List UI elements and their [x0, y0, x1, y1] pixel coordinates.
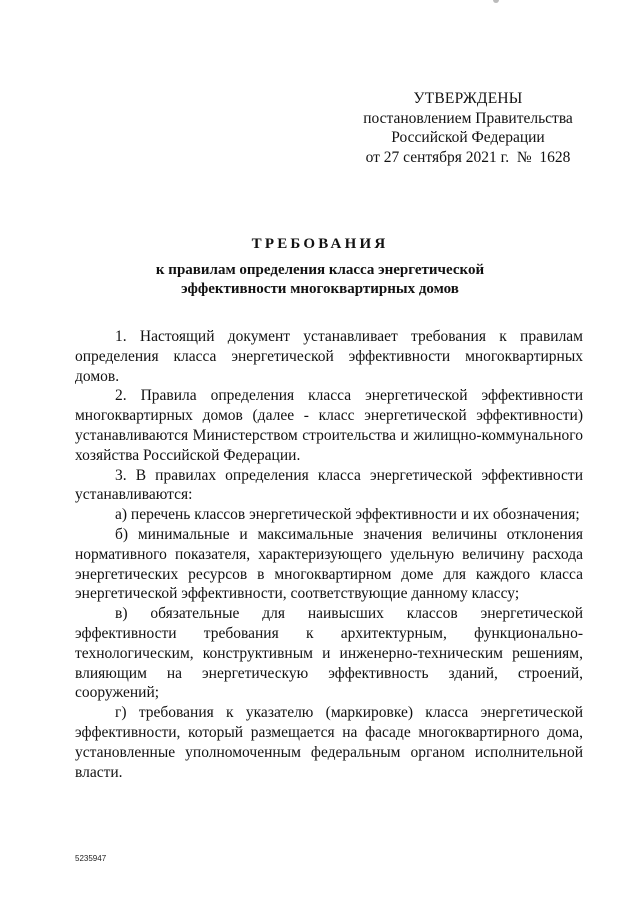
document-code: 5235947	[75, 854, 107, 863]
paragraph-item-a: а) перечень классов энергетической эффективности и их обозначения;	[115, 506, 580, 524]
paragraph-item-b: б) минимальные и максимальные значения величины отклонения нормативного показателя, характеризующего удельную величину расхода энергетических ресурсов в многоквартирном доме для каждого класса энергетической эффективности, соответствующие данному классу;	[75, 525, 583, 603]
paragraph-2: 2. Правила определения класса энергетической эффективности многоквартирных домов (далее - класс энергетической эффективности) устанавливаются Министерством строительства и жилищно-коммунального хозяйства Российской Федерации.	[75, 387, 583, 464]
paragraph-3: 3. В правилах определения класса энергетической эффективности устанавливаются:	[75, 466, 583, 504]
approval-heading: УТВЕРЖДЕНЫ	[413, 90, 523, 107]
document-body	[75, 327, 583, 782]
document-title: ТРЕБОВАНИЯ	[251, 236, 389, 252]
scan-mark	[493, 0, 499, 3]
paragraph-item-v: в) обязательные для наивысших классов энергетической эффективности требования к архитектурным, функционально-технологическим, конструктивным и инженерно-техническим решениям, влияющим на энергетическую эффективность зданий, строений, сооружений;	[75, 605, 583, 702]
approval-line-3: от 27 сентября 2021 г. № 1628	[365, 148, 571, 166]
approval-block	[318, 89, 618, 167]
paragraph-item-g: г) требования к указателю (маркировке) класса энергетической эффективности, который размещается на фасаде многоквартирного дома, установленные уполномоченным федеральным органом исполнительной власти.	[75, 704, 583, 781]
document-subtitle: к правилам определения класса энергетической эффективности многоквартирных домов	[155, 262, 485, 297]
approval-line-2: Российской Федерации	[391, 129, 545, 146]
paragraph-1: 1. Настоящий документ устанавливает требования к правилам определения класса энергетической эффективности многоквартирных домов.	[75, 328, 583, 385]
approval-line-1: постановлением Правительства	[363, 109, 573, 127]
